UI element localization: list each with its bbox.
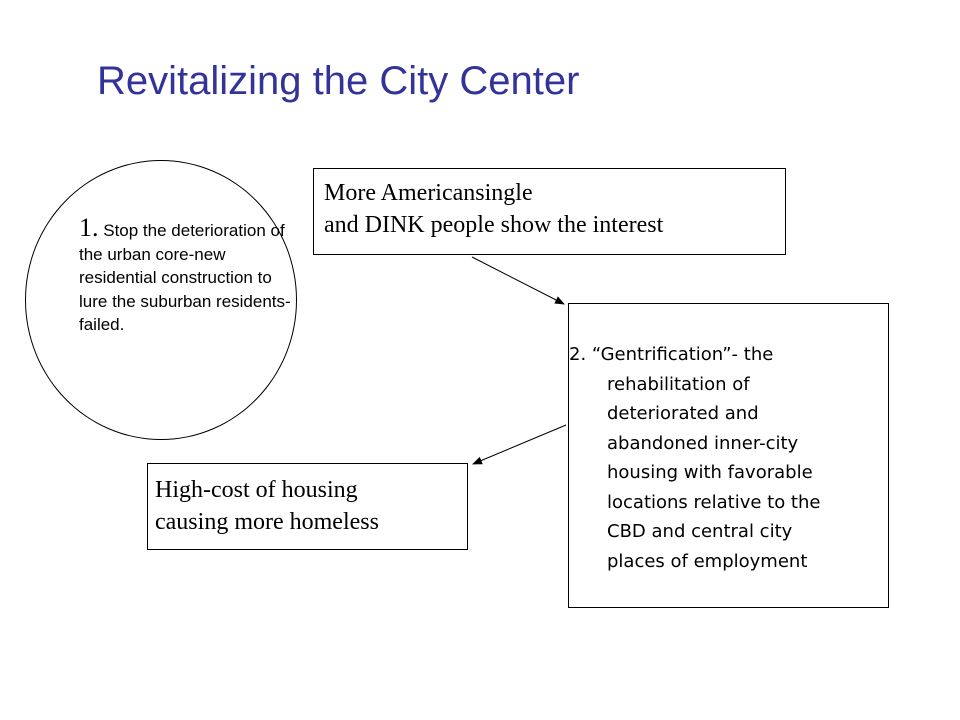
stop-deterioration-text	[79, 213, 294, 337]
gentrification-line: abandoned inner-city	[607, 432, 799, 454]
gentrification-line: deteriorated and	[607, 403, 759, 424]
arrow-americans-to-gentrification	[472, 257, 564, 304]
gentrification-line: rehabilitation of	[607, 373, 750, 395]
housing-cost-box	[147, 463, 468, 550]
gentrification-line: housing with favorable	[607, 462, 813, 483]
step-number-1: 1.	[79, 213, 99, 242]
gentrification-box	[568, 303, 889, 608]
housing-cost-line: High-cost of housing	[155, 477, 358, 503]
americans-interest-box	[313, 168, 786, 255]
slide-title: Revitalizing the City Center	[97, 59, 580, 103]
stop-deterioration-description: Stop the deterioration of the urban core-new residential construction to lure the suburban residents- failed.	[79, 221, 291, 334]
gentrification-line: CBD and central city	[607, 521, 793, 542]
americans-interest-line: More Americansingle	[324, 180, 533, 206]
housing-cost-line: causing more homeless	[155, 509, 379, 535]
americans-interest-line: and DINK people show the interest	[324, 212, 664, 238]
gentrification-line: 2. “Gentrification”- the	[569, 344, 774, 365]
gentrification-line: places of employment	[607, 550, 808, 572]
gentrification-line: locations relative to the	[607, 491, 821, 513]
arrow-gentrification-to-housing	[473, 425, 566, 464]
